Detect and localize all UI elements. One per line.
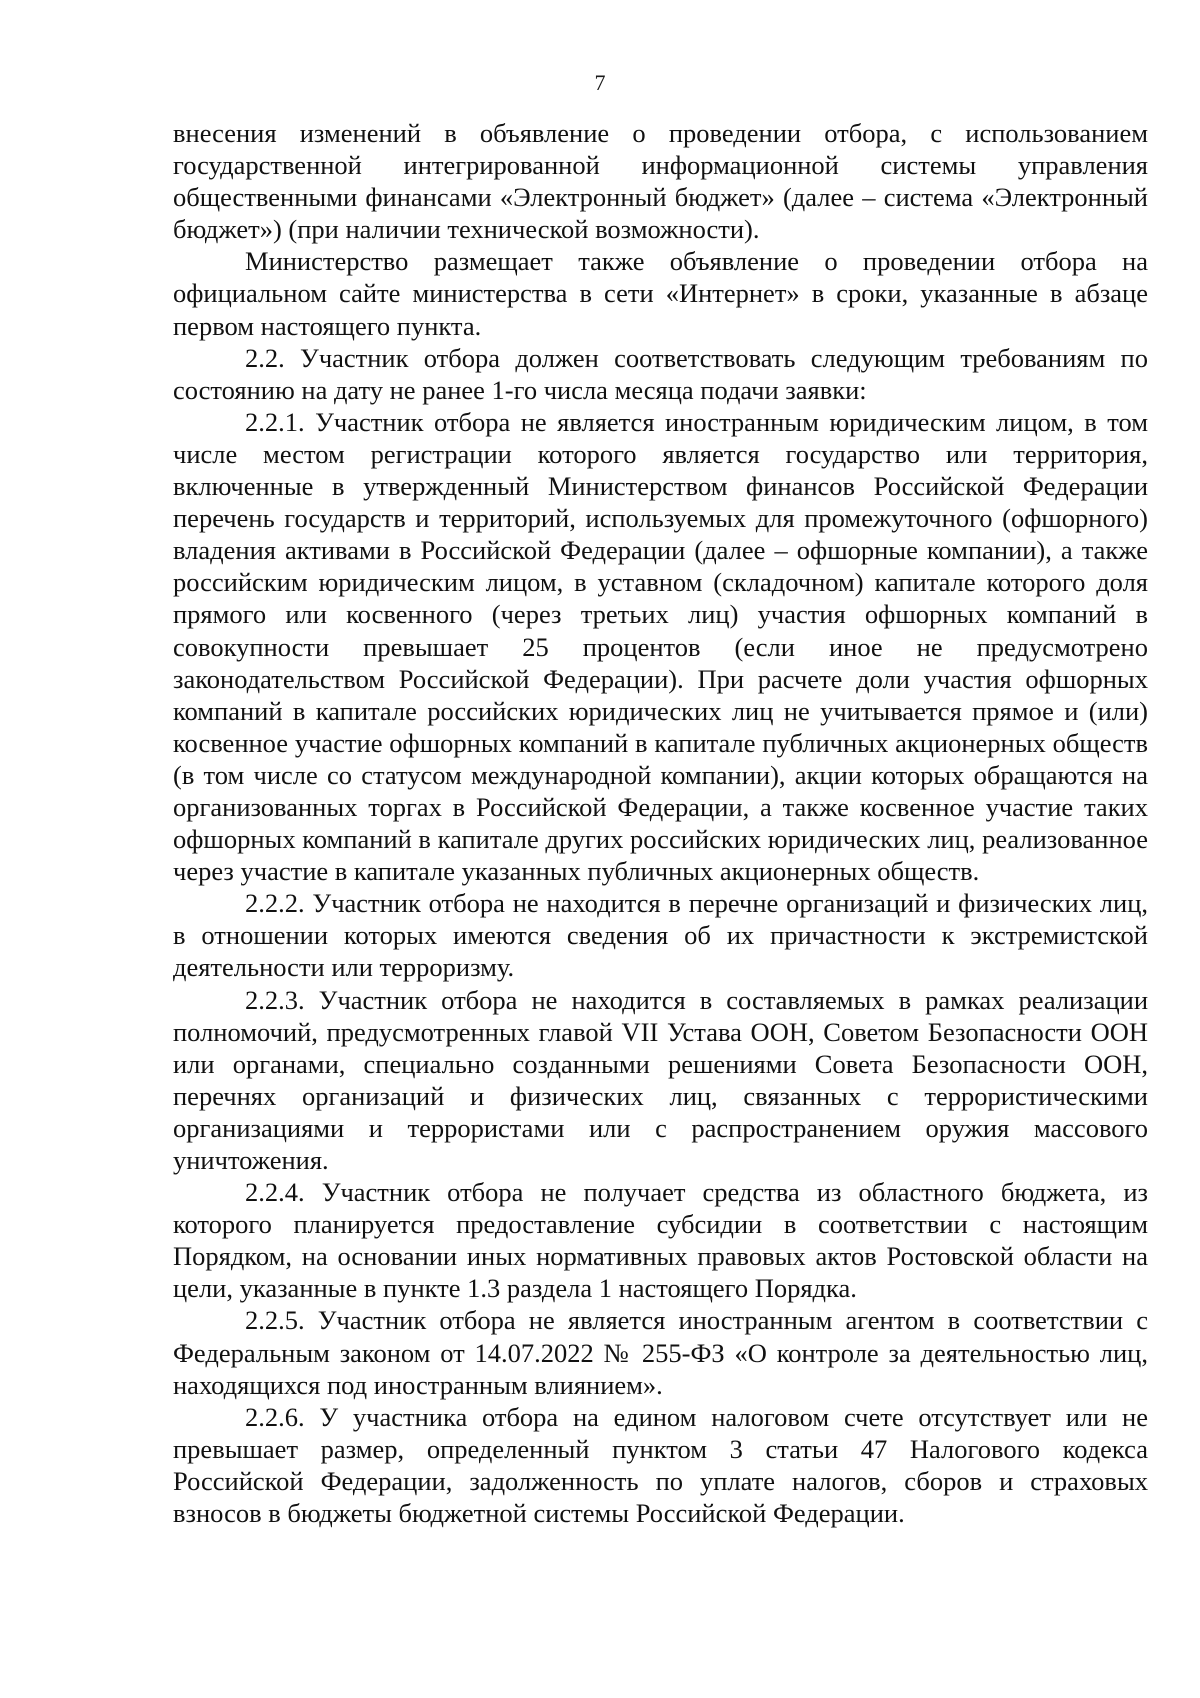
paragraph-2-2: 2.2. Участник отбора должен соответствовать следующим требованиям по состоянию на дату не ранее 1-го числа месяца подачи заявки:: [173, 342, 1148, 405]
document-body: [173, 117, 1148, 1529]
paragraph-2-2-2: 2.2.2. Участник отбора не находится в перечне организаций и физических лиц, в отношении которых имеются сведения об их причастности к экстремистской деятельности или терроризму.: [173, 888, 1148, 983]
paragraph-2-2-6: 2.2.6. У участника отбора на едином налоговом счете отсутствует или не превышает размер, определенный пунктом 3 статьи 47 Налогового кодекса Российской Федерации, задолженность по уплате налогов, сборов и страховых взносов в бюджеты бюджетной системы Российской Федерации.: [173, 1401, 1148, 1529]
paragraph-2-2-3: 2.2.3. Участник отбора не находится в составляемых в рамках реализации полномочий, предусмотренных главой VII Устава ООН, Советом Безопасности ООН или органами, специально созданными решениями Совета Безопасности ООН, перечнях организаций и физических лиц, связанных с террористическими организациями и террористами или с распространением оружия массового уничтожения.: [173, 984, 1148, 1175]
paragraph-continuation: внесения изменений в объявление о проведении отбора, с использованием государственной интегрированной информационной системы управления общественными финансами «Электронный бюджет» (далее – система «Электронный бюджет») (при наличии технической возможности).: [173, 118, 1148, 245]
paragraph-ministry-announcement: Министерство размещает также объявление о проведении отбора на официальном сайте министерства в сети «Интернет» в сроки, указанные в абзаце первом настоящего пункта.: [173, 246, 1148, 341]
paragraph-2-2-4: 2.2.4. Участник отбора не получает средства из областного бюджета, из которого планируется предоставление субсидии в соответствии с настоящим Порядком, на основании иных нормативных правовых актов Ростовской области на цели, указанные в пункте 1.3 раздела 1 настоящего Порядка.: [173, 1177, 1148, 1304]
paragraph-2-2-5: 2.2.5. Участник отбора не является иностранным агентом в соответствии с Федеральным законом от 14.07.2022 № 255-ФЗ «О контроле за деятельностью лиц, находящихся под иностранным влиянием».: [173, 1305, 1148, 1400]
page-number: 7: [594, 70, 606, 95]
paragraph-2-2-1: 2.2.1. Участник отбора не является иностранным юридическим лицом, в том числе местом регистрации которого является государство или территория, включенные в утвержденный Министерством финансов Российской Федерации перечень государств и территорий, используемых для промежуточного (офшорного) владения активами в Российской Федерации (далее – офшорные компании), а также российским юридическим лицом, в уставном (складочном) капитале которого доля прямого или косвенного (через третьих лиц) участия офшорных компаний в совокупности превышает 25 процентов (если иное не предусмотрено законодательством Российской Федерации). При расчете доли участия офшорных компаний в капитале российских юридических лиц не учитывается прямое и (или) косвенное участие офшорных компаний в капитале публичных акционерных обществ (в том числе со статусом международной компании), акции которых обращаются на организованных торгах в Российской Федерации, а также косвенное участие таких офшорных компаний в капитале других российских юридических лиц, реализованное через участие в капитале указанных публичных акционерных обществ.: [173, 406, 1148, 887]
